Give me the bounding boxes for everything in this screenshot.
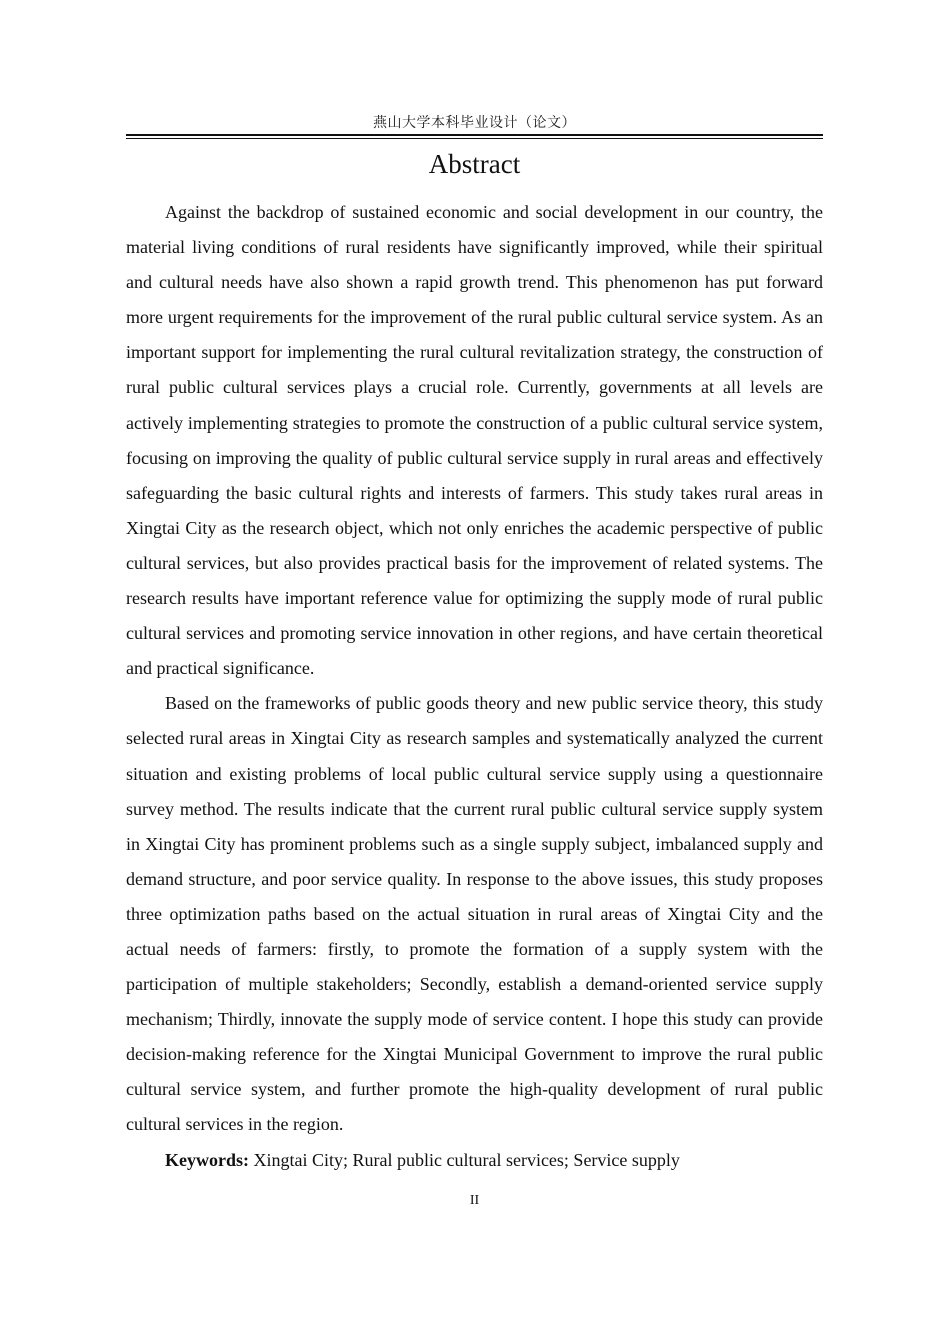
page-title: Abstract	[428, 149, 521, 179]
running-header: 燕山大学本科毕业设计（论文）	[373, 115, 576, 131]
abstract-body	[126, 195, 823, 1178]
page-number: II	[469, 1193, 480, 1208]
abstract-paragraph-1: Against the backdrop of sustained economic and social development in our country, the material living conditions of rural residents have significantly improved, while their spiritual and cultural needs have also shown a rapid growth trend. This phenomenon has put forward more urgent requirements for the improvement of the rural public cultural service system. As an important support for implementing the rural cultural revitalization strategy, the construction of rural public cultural services plays a crucial role. Currently, governments at all levels are actively implementing strategies to promote the construction of a public cultural service system, focusing on improving the quality of public cultural service supply in rural areas and effectively safeguarding the basic cultural rights and interests of farmers. This study takes rural areas in Xingtai City as the research object, which not only enriches the academic perspective of public cultural services, but also provides practical basis for the improvement of related systems. The research results have important reference value for optimizing the supply mode of rural public cultural services and promoting service innovation in other regions, and have certain theoretical and practical significance.	[126, 202, 823, 679]
header-rule-thick	[126, 134, 823, 136]
keywords-line	[126, 1143, 823, 1178]
keywords-label: Keywords:	[165, 1149, 249, 1170]
abstract-paragraph-2: Based on the frameworks of public goods theory and new public service theory, this study selected rural areas in Xingtai City as research samples and systematically analyzed the current situation and existing problems of local public cultural service supply using a questionnaire survey method. The results indicate that the current rural public cultural service supply system in Xingtai City has prominent problems such as a single supply subject, imbalanced supply and demand structure, and poor service quality. In response to the above issues, this study proposes three optimization paths based on the actual situation in rural areas of Xingtai City and the actual needs of farmers: firstly, to promote the formation of a supply system with the participation of multiple stakeholders; Secondly, establish a demand-oriented service supply mechanism; Thirdly, innovate the supply mode of service content. I hope this study can provide decision-making reference for the Xingtai Municipal Government to improve the rural public cultural service system, and further promote the high-quality development of rural public cultural services in the region.	[126, 693, 823, 1135]
keywords-text: Xingtai City; Rural public cultural services; Service supply	[249, 1149, 680, 1170]
header-rule-thin	[126, 138, 823, 139]
